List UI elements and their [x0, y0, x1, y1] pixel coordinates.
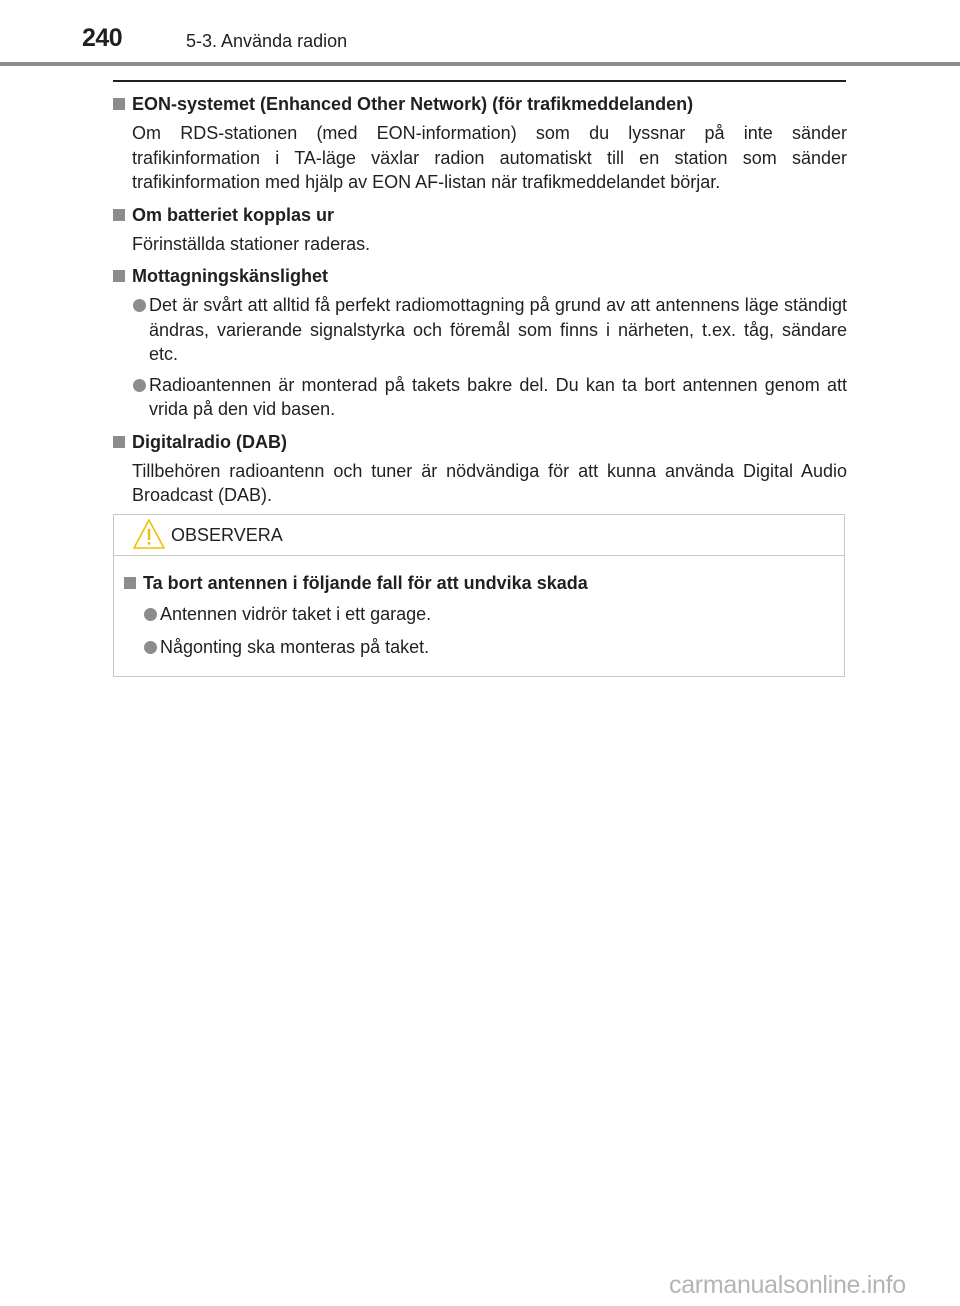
- section-text: Om RDS-stationen (med EON-information) som du lyssnar på inte sänder trafikinformation i TA-läge växlar radion automatiskt till en station som sänder trafikinformation med hjälp av EON AF-listan när trafikmeddelandet börjar.: [132, 123, 847, 192]
- section-battery: [113, 203, 847, 257]
- section-heading: Om batteriet kopplas ur: [113, 203, 847, 228]
- square-bullet-icon: [113, 98, 125, 110]
- list-item: Antennen vidrör taket i ett garage.: [124, 602, 834, 627]
- round-bullet-icon: [133, 379, 146, 392]
- warning-triangle-icon: [132, 517, 166, 551]
- round-bullet-icon: [144, 608, 157, 621]
- section-title: 5-3. Använda radion: [186, 31, 348, 51]
- section-reception: [113, 264, 847, 422]
- notice-body: [124, 571, 834, 667]
- round-bullet-icon: [133, 299, 146, 312]
- content-top-rule: [113, 80, 846, 82]
- list-item: Det är svårt att alltid få perfekt radiomottagning på grund av att antennens läge ständigt ändras, varierande signalstyrka och föremål som finns i närheten, t.ex. tåg, sändare etc.: [113, 293, 847, 367]
- section-text: Tillbehören radioantenn och tuner är nödvändiga för att kunna använda Digital Audio Broadcast (DAB).: [132, 460, 847, 505]
- section-heading: Digitalradio (DAB): [113, 430, 847, 455]
- square-bullet-icon: [113, 436, 125, 448]
- page-number: 240: [82, 24, 123, 52]
- notice-box: [113, 514, 845, 677]
- square-bullet-icon: [113, 209, 125, 221]
- notice-title: OBSERVERA: [171, 525, 283, 545]
- list-item: Någonting ska monteras på taket.: [124, 635, 834, 660]
- list-item: Radioantennen är monterad på takets bakre del. Du kan ta bort antennen genom att vrida på den vid basen.: [113, 373, 847, 422]
- section-text: Förinställda stationer raderas.: [132, 233, 371, 254]
- section-heading: Mottagningskänslighet: [113, 264, 847, 289]
- square-bullet-icon: [124, 577, 136, 589]
- round-bullet-icon: [144, 641, 157, 654]
- section-eon: [113, 92, 847, 195]
- square-bullet-icon: [113, 270, 125, 282]
- notice-header: [114, 515, 844, 556]
- watermark: carmanualsonline.info: [669, 1271, 906, 1299]
- page-header: [0, 0, 960, 66]
- section-dab: [113, 430, 847, 508]
- content: [113, 92, 847, 516]
- section-heading: EON-systemet (Enhanced Other Network) (för trafikmeddelanden): [113, 92, 847, 117]
- notice-heading: Ta bort antennen i följande fall för att undvika skada: [124, 571, 834, 596]
- header-rule: [0, 62, 960, 66]
